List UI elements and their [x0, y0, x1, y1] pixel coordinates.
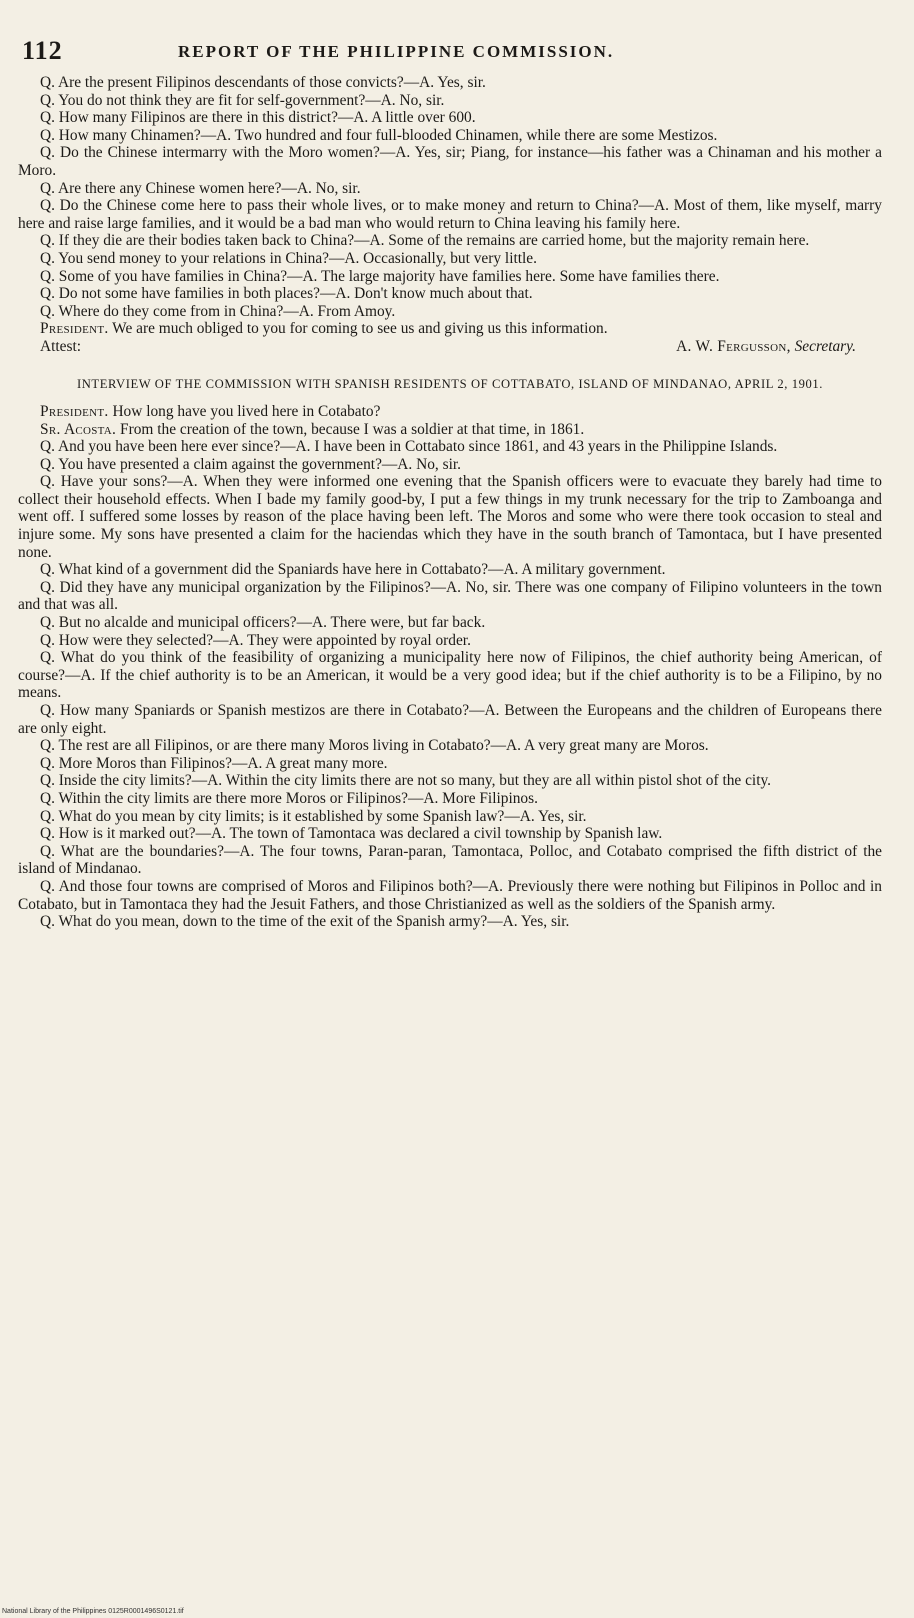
qa-paragraph: Q. More Moros than Filipinos?—A. A great many more.	[40, 754, 388, 772]
qa-paragraph: Q. You send money to your relations in China?—A. Occasionally, but very little.	[40, 249, 537, 267]
qa-paragraph: Q. Are the present Filipinos descendants of those convicts?—A. Yes, sir.	[40, 74, 486, 91]
running-head: REPORT OF THE PHILIPPINE COMMISSION.	[178, 42, 615, 61]
testimony-part-1	[18, 74, 882, 338]
qa-paragraph: Q. How is it marked out?—A. The town of Tamontaca was declared a civil township by Spanish law.	[40, 825, 663, 843]
qa-paragraph: Q. What do you mean, down to the time of the exit of the Spanish army?—A. Yes, sir.	[40, 913, 570, 931]
qa-paragraph: Q. But no alcalde and municipal officers?—A. There were, but far back.	[40, 614, 486, 632]
qa-paragraph: Q. You do not think they are fit for self-government?—A. No, sir.	[40, 91, 445, 109]
secretary-title: Secretary.	[794, 337, 856, 355]
qa-paragraph: Q. Are there any Chinese women here?—A. No, sir.	[40, 179, 361, 197]
qa-paragraph: Q. What kind of a government did the Spaniards have here in Cottabato?—A. A military government.	[40, 561, 666, 579]
qa-paragraph: Q. Have your sons?—A. When they were informed one evening that the Spanish officers were to evacuate they barely had time to collect their household effects. When I bade my family good-by, I put a few things in my trunk necessary for the trip to Zamboanga and went off. I suffered some losses by reason of the place having been left. The Moros and some who were there took occasion to steal and injure some. My sons have presented a claim for the haciendas which they have in the south branch of Tamontaca, but I have presented none.	[18, 473, 882, 561]
opening-statement	[18, 421, 882, 439]
qa-paragraph: Q. Do not some have families in both places?—A. Don't know much about that.	[40, 285, 533, 303]
qa-paragraph: Q. Do the Chinese come here to pass their whole lives, or to make money and return to China?—A. Most of them, like myself, marry here and raise large families, and it would be a bad man who would return to China leaving his family here.	[18, 197, 882, 232]
secretary-name: A. W. Fergusson,	[676, 337, 791, 355]
speaker-label: President.	[40, 320, 109, 338]
qa-paragraph: Q. And you have been here ever since?—A. I have been in Cottabato since 1861, and 43 years in the Philippine Islands.	[40, 438, 778, 456]
attest-label: Attest:	[40, 337, 82, 355]
attest-signature	[676, 338, 856, 356]
qa-paragraph: Q. How many Filipinos are there in this district?—A. A little over 600.	[40, 109, 476, 127]
qa-paragraph: Q. The rest are all Filipinos, or are there many Moros living in Cotabato?—A. A very great many are Moros.	[40, 737, 709, 755]
qa-paragraph: Q. Did they have any municipal organization by the Filipinos?—A. No, sir. There was one company of Filipino volunteers in the town and that was all.	[18, 578, 882, 614]
qa-paragraph: Q. How were they selected?—A. They were appointed by royal order.	[40, 631, 471, 649]
qa-paragraph: Q. If they die are their bodies taken back to China?—A. Some of the remains are carried home, but the majority remain here.	[40, 232, 810, 250]
qa-paragraph: Q. Within the city limits are there more Moros or Filipinos?—A. More Filipinos.	[40, 789, 538, 807]
section-heading: INTERVIEW OF THE COMMISSION WITH SPANISH RESIDENTS OF COTTABATO, ISLAND OF MINDANAO, APRIL 2, 1901.	[76, 376, 824, 391]
qa-paragraph: Q. Where do they come from in China?—A. From Amoy.	[40, 302, 396, 320]
qa-paragraph: Q. Do the Chinese intermarry with the Moro women?—A. Yes, sir; Piang, for instance—his father was a Chinaman and his mother a Moro.	[18, 144, 882, 179]
statement-text: From the creation of the town, because I was a soldier at that time, in 1861.	[120, 420, 585, 438]
testimony-part-2	[18, 403, 882, 931]
qa-paragraph: Q. Inside the city limits?—A. Within the city limits there are not so many, but they are all within pistol shot of the city.	[40, 772, 772, 790]
qa-paragraph: Q. And those four towns are comprised of Moros and Filipinos both?—A. Previously there were nothing but Filipinos in Polloc and in Cotabato, but in Tamontaca they had the Jesuit Fathers, and those Christianized as well as the soldiers of the Spanish army.	[18, 877, 882, 913]
qa-paragraph: Q. How many Spaniards or Spanish mestizos are there in Cotabato?—A. Between the Europeans and the children of Europeans there are only eight.	[18, 702, 882, 737]
scan-footer: National Library of the Philippines 0125R0001496S0121.tif	[2, 1608, 184, 1615]
qa-paragraph: Q. What are the boundaries?—A. The four towns, Paran-paran, Tamontaca, Polloc, and Cotabato comprised the fifth district of the island of Mindanao.	[18, 842, 882, 878]
attest-line	[18, 338, 882, 358]
statement-text: How long have you lived here in Cotabato?	[112, 402, 381, 420]
speaker-label: President.	[40, 402, 109, 420]
page-number: 112	[22, 36, 63, 65]
closing-statement	[18, 320, 882, 338]
qa-paragraph: Q. How many Chinamen?—A. Two hundred and four full-blooded Chinamen, while there are some Mestizos.	[40, 126, 718, 144]
qa-paragraph: Q. Some of you have families in China?—A. The large majority have families here. Some have families there.	[40, 267, 720, 285]
qa-paragraph: Q. You have presented a claim against the government?—A. No, sir.	[40, 455, 462, 473]
opening-statement	[18, 403, 882, 421]
speaker-label: Sr. Acosta.	[40, 420, 117, 438]
qa-paragraph: Q. What do you mean by city limits; is it established by some Spanish law?—A. Yes, sir.	[40, 807, 587, 825]
document-page	[18, 30, 882, 1590]
page-header	[18, 30, 882, 74]
closing-text: We are much obliged to you for coming to see us and giving us this information.	[112, 320, 608, 338]
qa-paragraph: Q. What do you think of the feasibility of organizing a municipality here now of Filipinos, the chief authority being American, of course?—A. If the chief authority is to be an American, it would be a very good idea; but if the chief authority is to be a Filipino, by no means.	[18, 649, 882, 702]
